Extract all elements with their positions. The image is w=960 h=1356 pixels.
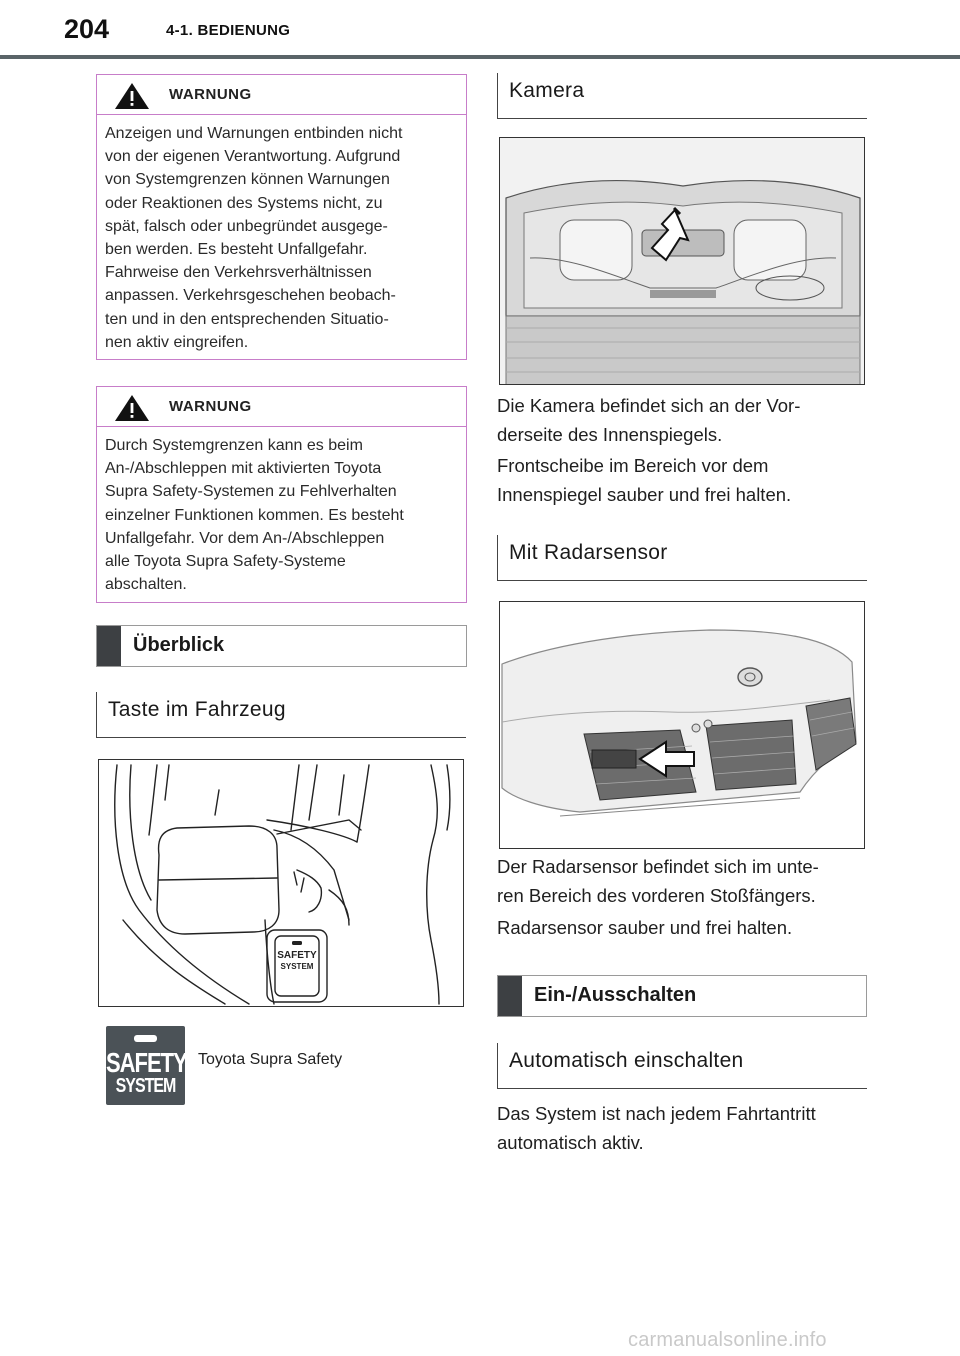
auto-on-paragraph: Das System ist nach jedem Fahrtantritt automatisch aktiv.: [497, 1103, 816, 1153]
center-console-figure: [98, 759, 464, 1007]
button-in-vehicle-subheading: Taste im Fahrzeug: [96, 692, 466, 738]
warning-box-2: [96, 386, 467, 603]
button-label: Toyota Supra Safety: [198, 1051, 343, 1068]
radar-figure: [499, 601, 865, 849]
auto-on-subheading: Automatisch einschalten: [497, 1043, 867, 1089]
interior-camera-illustration: [500, 138, 865, 385]
figure-safety-label: SAFETY: [277, 950, 317, 961]
center-console-illustration: [99, 760, 464, 1007]
warning-header: [97, 387, 466, 427]
radar-subheading: Mit Radarsensor: [497, 535, 867, 581]
warning-triangle-icon: [114, 82, 150, 110]
page-number: 204: [64, 14, 110, 44]
on-off-heading: Ein-/Ausschalten: [497, 975, 867, 1017]
warning-box-1: [96, 74, 467, 360]
camera-paragraph-1: Die Kamera befindet sich an der Vor- derseite des Innenspiegels.: [497, 395, 801, 445]
safety-system-button-icon: SAFETY SYSTEM: [106, 1026, 185, 1105]
radar-paragraph-2: Radarsensor sauber und frei halten.: [497, 917, 793, 938]
warning-text: Durch Systemgrenzen kann es beim An-/Abschleppen mit aktivierten Toyota Supra Safety-Systemen zu Fehlverhalten einzelner Funktionen kommen. Es besteht Unfallgefahr. Vor dem An-/Abschleppen alle Toyota Supra Safety-Systeme abschalten.: [105, 437, 404, 594]
warning-header: [97, 75, 466, 115]
warning-text: Anzeigen und Warnungen entbinden nicht von der eigenen Verantwortung. Aufgrund von Systemgrenzen können Warnungen oder Reaktionen des Systems nicht, zu spät, falsch oder unbegründet ausgege- ben werden. Es besteht Unfallgefahr. Fahrweise den Verkehrsverhältnissen anpassen. Verkehrsgeschehen beobach- ten und in den entsprechenden Situatio- nen aktiv eingreifen.: [105, 125, 403, 351]
section-title: 4-1. BEDIENUNG: [166, 22, 291, 39]
camera-subheading: Kamera: [497, 73, 867, 119]
warning-triangle-icon: [114, 394, 150, 422]
watermark: carmanualsonline.info: [628, 1329, 827, 1351]
camera-paragraph-2: Frontscheibe im Bereich vor dem Innenspiegel sauber und frei halten.: [497, 455, 792, 505]
warning-title: WARNUNG: [169, 86, 252, 103]
camera-figure: [499, 137, 865, 385]
overview-heading: Überblick: [96, 625, 467, 667]
figure-system-label: SYSTEM: [280, 962, 314, 971]
header-rule: [0, 55, 960, 59]
front-bumper-illustration: [500, 602, 865, 849]
warning-title: WARNUNG: [169, 398, 252, 415]
radar-paragraph-1: Der Radarsensor befindet sich im unte- ren Bereich des vorderen Stoßfängers.: [497, 856, 819, 906]
